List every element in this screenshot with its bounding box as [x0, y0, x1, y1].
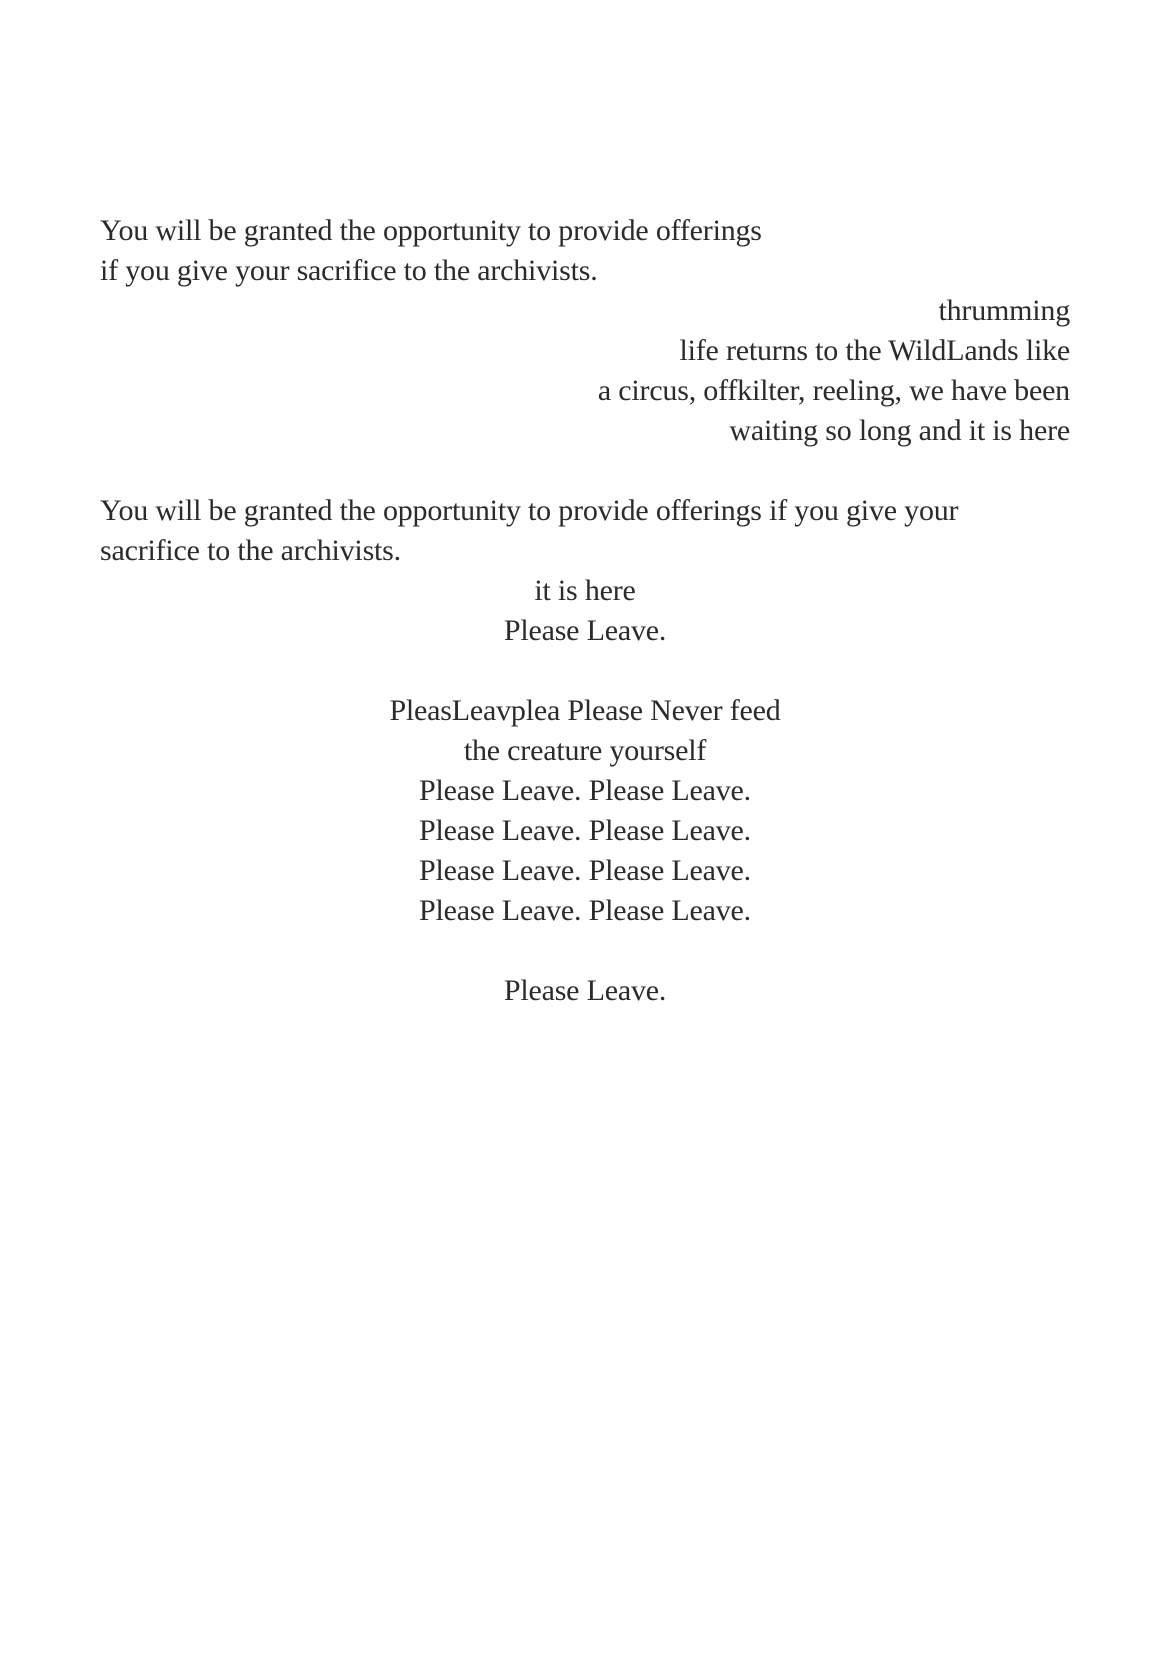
text-line: Please Leave. Please Leave.	[419, 854, 751, 887]
text-line: the creature yourself	[463, 734, 707, 767]
text-line: Please Leave. Please Leave.	[419, 774, 751, 807]
text-line: life returns to the WildLands like	[679, 334, 1070, 367]
stanza-offerings-long	[100, 491, 1070, 571]
stanza-final-please-leave	[100, 971, 1070, 1011]
text-line: it is here	[534, 574, 636, 607]
stanza-please-leave-repeated	[100, 691, 1070, 931]
text-line: Please Leave.	[503, 974, 667, 1007]
poem-text-block	[100, 211, 1070, 1011]
stanza-thrumming	[100, 291, 1070, 451]
stanza-offerings-short	[100, 211, 1070, 291]
text-line: if you give your sacrifice to the archivists.	[100, 254, 598, 287]
text-line: thrumming	[938, 294, 1070, 327]
stanza-gap	[100, 931, 1070, 971]
text-line: You will be granted the opportunity to provide offerings	[100, 214, 762, 247]
text-line: Please Leave.	[503, 614, 667, 647]
stanza-it-is-here	[100, 571, 1070, 651]
text-line: Please Leave. Please Leave.	[419, 894, 751, 927]
text-line: You will be granted the opportunity to provide offerings if you give your	[100, 494, 959, 527]
stanza-gap	[100, 651, 1070, 691]
stanza-gap	[100, 451, 1070, 491]
text-line: a circus, offkilter, reeling, we have been	[597, 374, 1070, 407]
text-line: sacrifice to the archivists.	[100, 534, 401, 567]
text-line: Please Leave. Please Leave.	[419, 814, 751, 847]
text-line: waiting so long and it is here	[729, 414, 1070, 447]
text-line: PleasLeavplea Please Never feed	[389, 694, 781, 727]
